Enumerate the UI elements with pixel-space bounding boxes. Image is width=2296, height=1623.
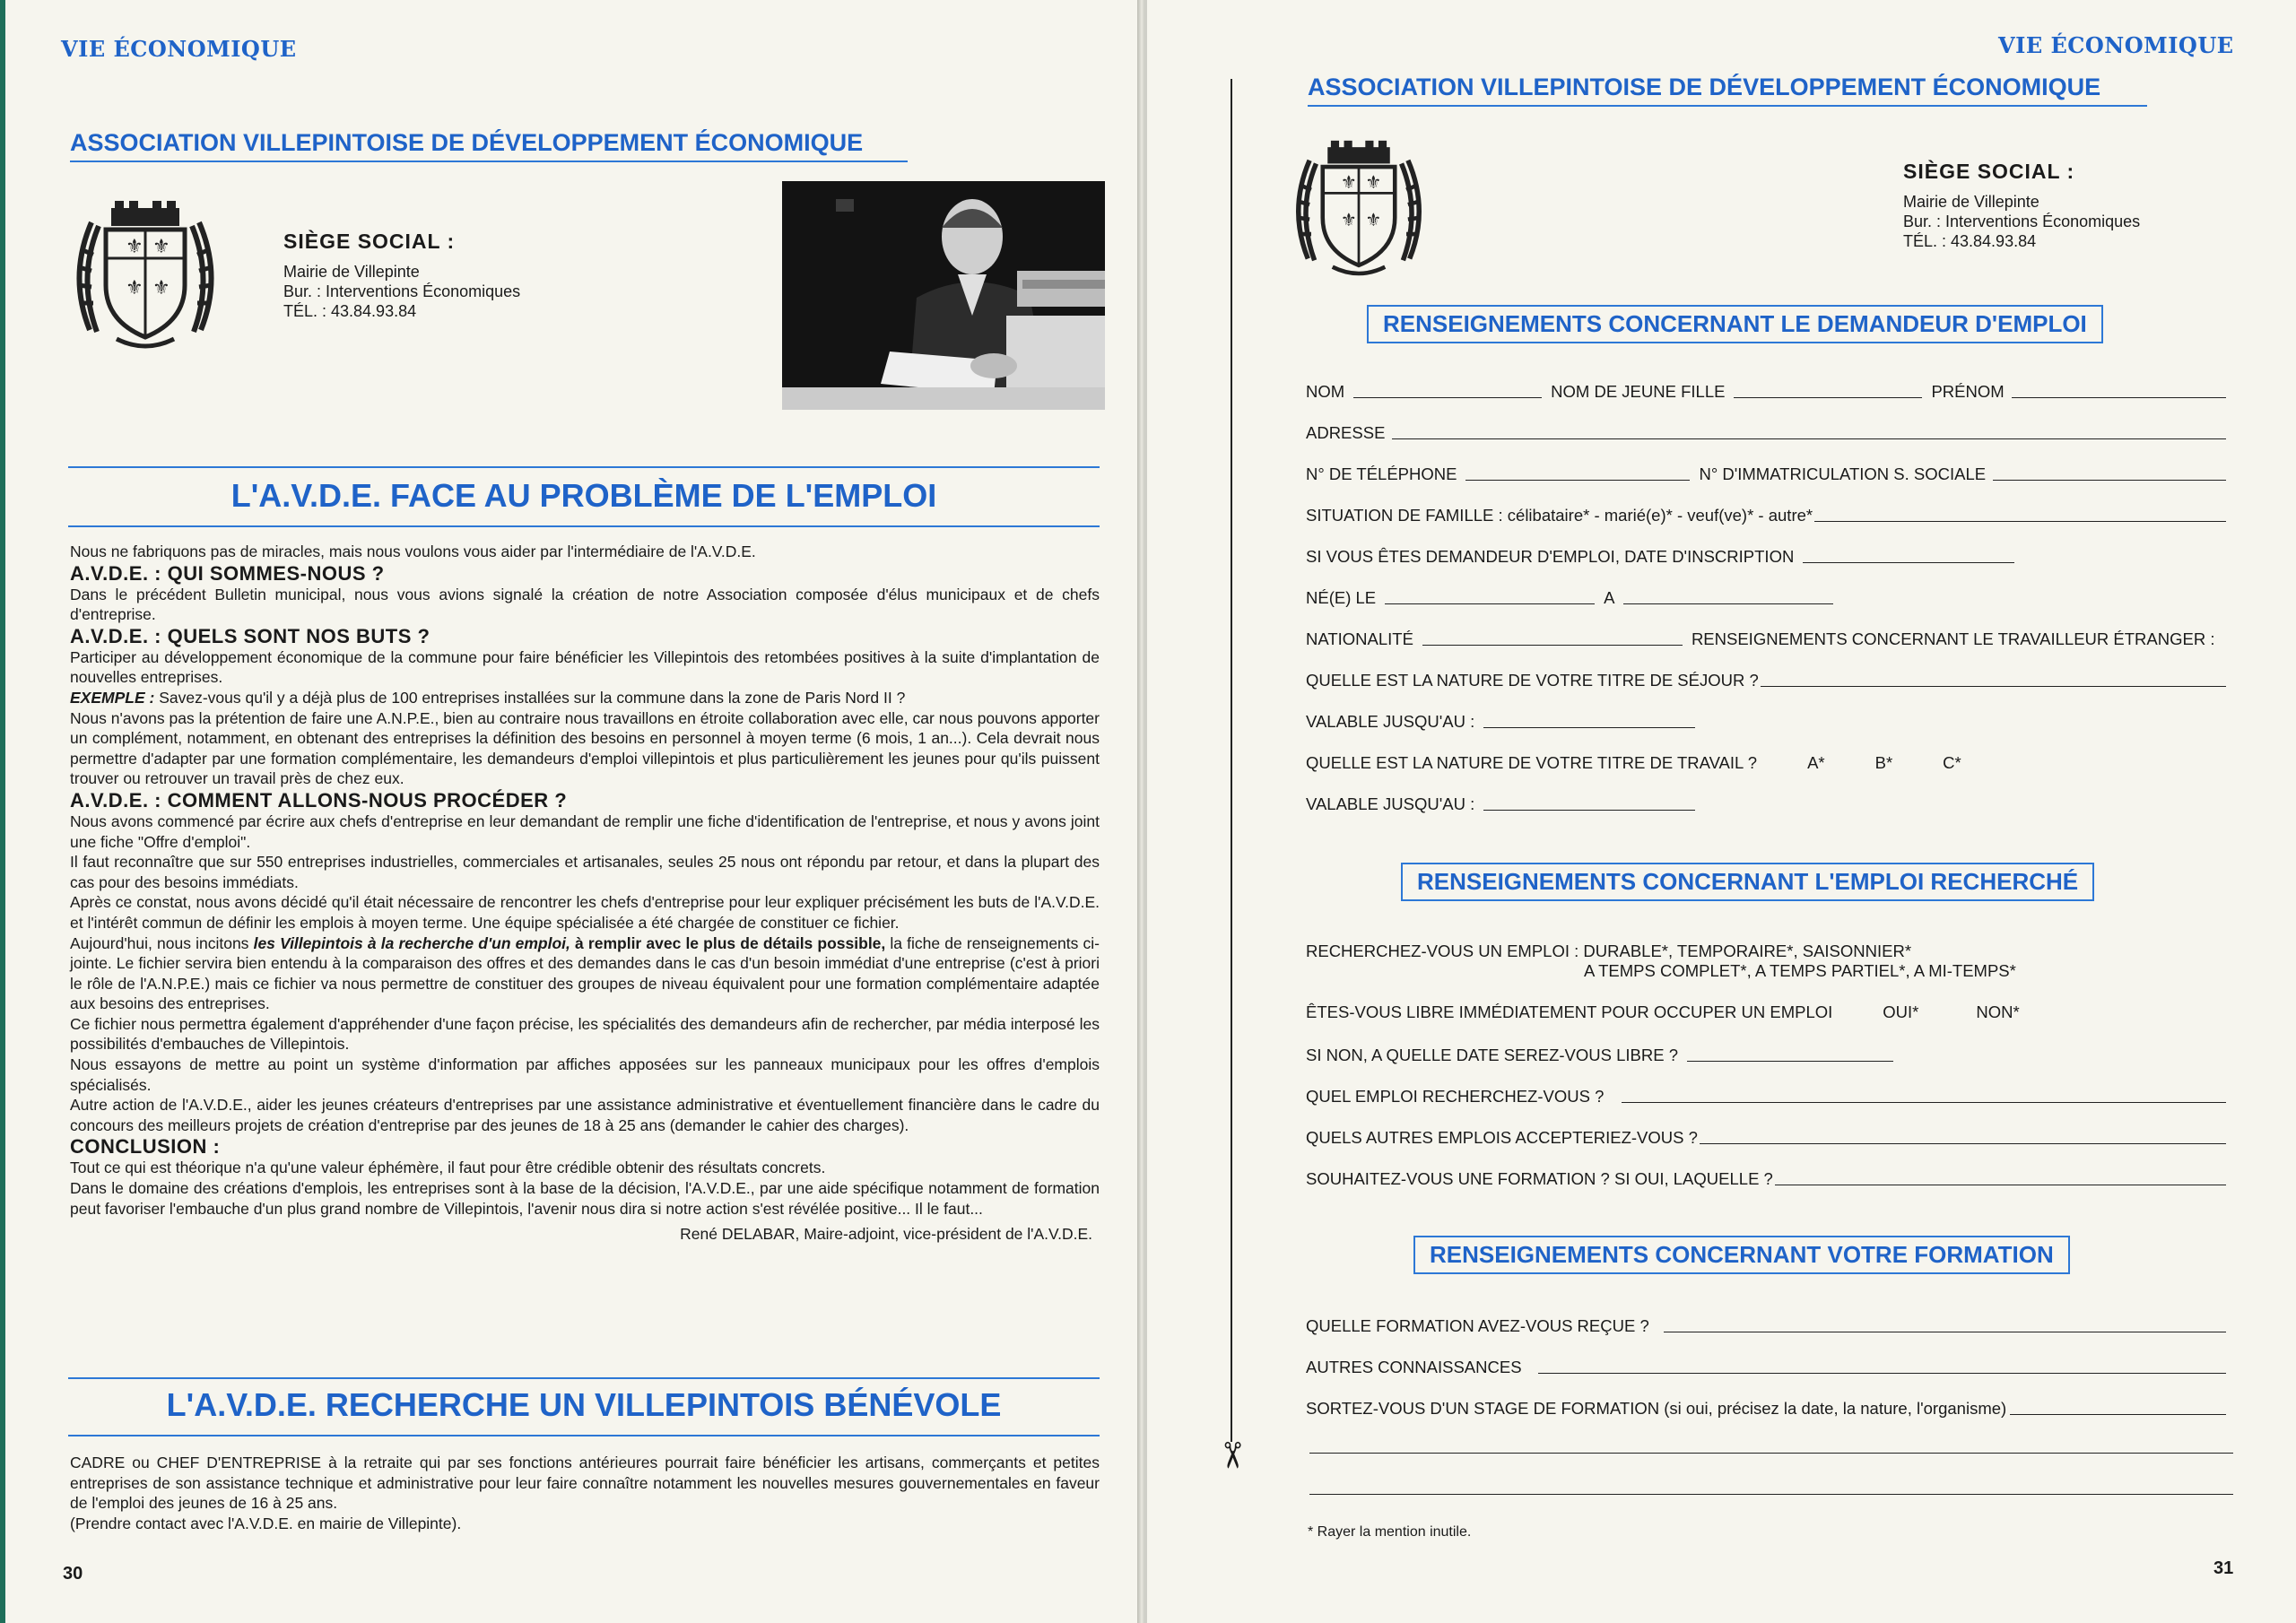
article-body — [70, 542, 1100, 1245]
paragraph: Nous avons commencé par écrire aux chefs d'entreprise en leur demandant de remplir une fiche d'identification de l'entreprise, et nous y avons joint une fiche "Offre d'emploi". — [70, 812, 1100, 851]
org-title: ASSOCIATION VILLEPINTOISE DE DÉVELOPPEMENT ÉCONOMIQUE — [1308, 74, 2147, 107]
benevole-contact: (Prendre contact avec l'A.V.D.E. en mairie de Villepinte). — [70, 1514, 462, 1532]
siege-heading: SIÈGE SOCIAL : — [283, 230, 456, 253]
label-travailleur-etranger: RENSEIGNEMENTS CONCERNANT LE TRAVAILLEUR ÉTRANGER : — [1691, 629, 2215, 648]
label-a: A — [1604, 588, 1615, 607]
paragraph: Nous essayons de mettre au point un système d'information par affiches apposées sur les panneaux municipaux pour les offres d'emplois spécialisés. — [70, 1055, 1100, 1094]
label-valable: VALABLE JUSQU'AU : — [1306, 794, 1475, 813]
paragraph: Participer au développement économique de la commune pour faire bénéficier les Villepintois des retombées positives à la suite d'implantation de nouvelles entreprises. — [70, 647, 1100, 687]
label-stage: SORTEZ-VOUS D'UN STAGE DE FORMATION (si oui, précisez la date, la nature, l'organisme) — [1306, 1399, 2007, 1418]
row-adresse — [1306, 423, 2233, 443]
input-valable-travail[interactable] — [1483, 810, 1695, 811]
row-nom — [1306, 382, 2233, 402]
row-valable-1 — [1306, 712, 2233, 732]
row-titre-sejour — [1306, 671, 2233, 690]
row-situation — [1306, 506, 2233, 525]
row-autres-connaissances — [1306, 1358, 2233, 1377]
benevole-text: CADRE ou CHEF D'ENTREPRISE à la retraite qui par ses fonctions antérieures pourrait faire bénéficier les artisans, commerçants et petites entreprises de son assistance technique et administrative pour leur faire connaître notamment les nouvelles mesures gouvernementales en faveur de l'emploi des jeunes de 16 à 25 ans. — [70, 1454, 1100, 1513]
input-lieu-naissance[interactable] — [1623, 603, 1833, 604]
label-nom-jeune-fille: NOM DE JEUNE FILLE — [1551, 382, 1726, 401]
exemple-label: EXEMPLE : — [70, 688, 155, 707]
label-souhaitez: SOUHAITEZ-VOUS UNE FORMATION ? SI OUI, LAQUELLE ? — [1306, 1169, 1773, 1188]
paragraph-incitation — [70, 933, 1100, 1014]
page-number: 30 — [63, 1564, 83, 1584]
text-run: la fiche de renseignements ci-jointe. Le fichier servira bien entendu à la comparaison des offres et des demandes dans le cas d'un besoin immédiat d'une entreprise (c'est à priori le rôle de l'A.N.P.E.) mais ce fichier va nous permettre de constituer des groupes de niveau équivalent pour une formation complémentaire adaptée aux besoins des entreprises. — [70, 933, 1100, 1013]
svg-text:⚜: ⚜ — [126, 277, 144, 299]
label-ne-le: NÉ(E) LE — [1306, 588, 1377, 607]
label-prenom: PRÉNOM — [1931, 382, 2005, 401]
paragraph: Nous n'avons pas la prétention de faire une A.N.P.E., bien au contraire nous travaillons en étroite collaboration avec elle, car nous pouvons apporter un complément, notamment, en obtenant des entreprises la définition des besoins en personnel à moyen terme (6 mois, 1 an...). Cela devrait nous permettre d'adapter par une formation complémentaire, les demandeurs d'emploi villepintois et plus particulièrement les jeunes pour qu'ils puissent trouver ou retrouver un travail près de chez eux. — [70, 708, 1100, 788]
svg-text:⚜: ⚜ — [152, 236, 170, 258]
label-immatriculation: N° D'IMMATRICULATION S. SOCIALE — [1699, 464, 1987, 483]
input-titre-sejour[interactable] — [1761, 686, 2226, 687]
row-autres-emplois — [1306, 1128, 2233, 1148]
siege-line3: TÉL. : 43.84.93.84 — [283, 302, 417, 320]
input-nom[interactable] — [1353, 397, 1542, 398]
exemple-paragraph — [70, 688, 1100, 708]
input-autres-emplois[interactable] — [1700, 1143, 2226, 1144]
input-valable-sejour[interactable] — [1483, 727, 1695, 728]
label-quel-emploi: QUEL EMPLOI RECHERCHEZ-VOUS ? — [1306, 1087, 1605, 1106]
label-temps[interactable]: A TEMPS COMPLET*, A TEMPS PARTIEL*, A MI-TEMPS* — [1584, 961, 2016, 980]
label-nom: NOM — [1306, 382, 1345, 401]
label-valable: VALABLE JUSQU'AU : — [1306, 712, 1475, 731]
label-telephone: N° DE TÉLÉPHONE — [1306, 464, 1457, 483]
signature: René DELABAR, Maire-adjoint, vice-président de l'A.V.D.E. — [680, 1225, 1092, 1244]
siege-line1: Mairie de Villepinte — [1903, 193, 2039, 211]
bold-run: à remplir avec le plus de détails possible, — [570, 933, 886, 952]
row-quel-emploi — [1306, 1087, 2233, 1107]
label-recherchez[interactable]: RECHERCHEZ-VOUS UN EMPLOI : DURABLE*, TEMPORAIRE*, SAISONNIER* — [1306, 942, 1912, 960]
box-emploi-recherche: RENSEIGNEMENTS CONCERNANT L'EMPLOI RECHERCHÉ — [1401, 863, 2094, 901]
paragraph: Ce fichier nous permettra également d'appréhender d'une façon précise, les spécialités des demandeurs afin de rechercher, par média interposé les possibilités d'embauches de Villepintois. — [70, 1014, 1100, 1054]
label-autres-emplois: QUELS AUTRES EMPLOIS ACCEPTERIEZ-VOUS ? — [1306, 1128, 1698, 1147]
siege-social — [283, 231, 520, 321]
org-title: ASSOCIATION VILLEPINTOISE DE DÉVELOPPEMENT ÉCONOMIQUE — [70, 129, 908, 162]
row-recherchez-temps — [1584, 961, 2212, 981]
siege-line2: Bur. : Interventions Économiques — [1903, 213, 2141, 230]
svg-text:⚜: ⚜ — [126, 236, 144, 258]
label-inscription: SI VOUS ÊTES DEMANDEUR D'EMPLOI, DATE D'INSCRIPTION — [1306, 547, 1795, 566]
row-naissance — [1306, 588, 2233, 608]
siege-social — [1903, 161, 2140, 251]
siege-line1: Mairie de Villepinte — [283, 263, 420, 281]
row-stage — [1306, 1399, 2233, 1419]
box-formation: RENSEIGNEMENTS CONCERNANT VOTRE FORMATION — [1413, 1236, 2070, 1274]
svg-text:⚜: ⚜ — [1340, 170, 1357, 193]
benevole-body — [70, 1453, 1100, 1533]
heading-benevole: L'A.V.D.E. RECHERCHE UN VILLEPINTOIS BÉNÉVOLE — [68, 1377, 1100, 1436]
option-oui[interactable]: OUI* — [1883, 1002, 1919, 1021]
siege-line2: Bur. : Interventions Économiques — [283, 282, 521, 300]
svg-text:⚜: ⚜ — [1340, 208, 1357, 230]
coat-of-arms-icon — [1292, 135, 1426, 278]
question-buts: A.V.D.E. : QUELS SONT NOS BUTS ? — [70, 624, 430, 647]
question-proceder: A.V.D.E. : COMMENT ALLONS-NOUS PROCÉDER ? — [70, 788, 568, 812]
row-recherchez — [1306, 942, 2233, 961]
paragraph: Dans le domaine des créations d'emplois, les entreprises sont à la base de la décision, l'A.V.D.E., par une aide spécifique notamment de formation peut favoriser l'embauche d'un plus grand nombre de Villepintois, l'avenir nous dira si notre action s'est révélée positive... Il le faut... — [70, 1179, 1100, 1218]
paragraph: Autre action de l'A.V.D.E., aider les jeunes créateurs d'entreprises par une assistance administrative et éventuellement financière dans le cadre du concours des meilleurs projets de création d'entreprise par des jeunes de 18 à 25 ans (demander le cahier des charges). — [70, 1096, 1100, 1134]
row-telephone — [1306, 464, 2233, 484]
conclusion-heading: CONCLUSION : — [70, 1135, 221, 1159]
text-run: Aujourd'hui, nous incitons — [70, 933, 254, 952]
footnote: * Rayer la mention inutile. — [1308, 1524, 1472, 1540]
svg-text:⚜: ⚜ — [1365, 170, 1382, 193]
photo-man-writing — [782, 181, 1105, 410]
input-telephone[interactable] — [1465, 480, 1690, 481]
input-stage-line-3[interactable] — [1309, 1494, 2233, 1495]
label-autres-connaissances: AUTRES CONNAISSANCES — [1306, 1358, 1522, 1376]
label-titre-travail: QUELLE EST LA NATURE DE VOTRE TITRE DE TRAVAIL ? — [1306, 753, 1758, 772]
label-adresse: ADRESSE — [1306, 423, 1386, 442]
siege-line3: TÉL. : 43.84.93.84 — [1903, 232, 2037, 250]
input-nom-jeune-fille[interactable] — [1734, 397, 1922, 398]
option-c[interactable]: C* — [1943, 753, 1961, 772]
cut-line — [1231, 79, 1232, 1442]
page-number: 31 — [2213, 1558, 2234, 1578]
row-formation-recue — [1306, 1316, 2233, 1336]
label-formation-recue: QUELLE FORMATION AVEZ-VOUS REÇUE ? — [1306, 1316, 1649, 1335]
input-situation[interactable] — [1814, 521, 2226, 522]
row-valable-2 — [1306, 794, 2233, 814]
input-prenom[interactable] — [2012, 397, 2226, 398]
input-date-libre[interactable] — [1687, 1061, 1893, 1062]
row-souhaitez — [1306, 1169, 2233, 1189]
left-page — [0, 0, 1139, 1623]
input-date-naissance[interactable] — [1385, 603, 1595, 604]
label-libre: ÊTES-VOUS LIBRE IMMÉDIATEMENT POUR OCCUPER UN EMPLOI — [1306, 1002, 1833, 1021]
svg-text:⚜: ⚜ — [152, 277, 170, 299]
option-a[interactable]: A* — [1807, 753, 1825, 772]
row-titre-travail — [1306, 753, 2233, 773]
row-nationalite — [1306, 629, 2233, 649]
input-nationalite[interactable] — [1422, 645, 1683, 646]
svg-text:⚜: ⚜ — [1365, 208, 1382, 230]
label-situation: SITUATION DE FAMILLE : célibataire* - marié(e)* - veuf(ve)* - autre* — [1306, 506, 1813, 525]
input-immatriculation[interactable] — [1993, 480, 2226, 481]
input-autres-connaissances[interactable] — [1538, 1373, 2226, 1374]
option-non[interactable]: NON* — [1976, 1002, 2020, 1021]
heading-probleme-emploi: L'A.V.D.E. FACE AU PROBLÈME DE L'EMPLOI — [68, 466, 1100, 527]
paragraph: Tout ce qui est théorique n'a qu'une valeur éphémère, il faut pour être crédible obtenir des résultats concrets. — [70, 1159, 826, 1177]
coat-of-arms-icon — [72, 195, 219, 350]
input-quel-emploi[interactable] — [1622, 1102, 2226, 1103]
label-nationalite: NATIONALITÉ — [1306, 629, 1413, 648]
paragraph: Après ce constat, nous avons décidé qu'il était nécessaire de rencontrer les chefs d'entreprise pour leur expliquer précisément les buts de l'A.V.D.E. et l'intérêt commun de définir les emplois à moyen terme. Une équipe spécialisée a été chargée de constituer ce fichier. — [70, 893, 1100, 932]
paragraph: Il faut reconnaître que sur 550 entreprises industrielles, commerciales et artisanales, seules 25 nous ont répondu par retour, et dans la plupart des cas pour des besoins immédiats. — [70, 853, 1100, 891]
article-intro: Nous ne fabriquons pas de miracles, mais nous voulons vous aider par l'intermédiaire de l'A.V.D.E. — [70, 542, 756, 560]
row-date-libre — [1306, 1046, 2233, 1065]
paragraph: Dans le précédent Bulletin municipal, nous vous avions signalé la création de notre Association composée d'élus municipaux et de chefs d'entreprise. — [70, 585, 1100, 624]
scissors-icon: ✂ — [1211, 1440, 1251, 1471]
row-libre — [1306, 1002, 2233, 1022]
question-qui: A.V.D.E. : QUI SOMMES-NOUS ? — [70, 561, 385, 585]
label-titre-sejour: QUELLE EST LA NATURE DE VOTRE TITRE DE SÉJOUR ? — [1306, 671, 1759, 690]
input-inscription[interactable] — [1803, 562, 2014, 563]
input-stage[interactable] — [2010, 1414, 2226, 1415]
box-demandeur: RENSEIGNEMENTS CONCERNANT LE DEMANDEUR D'EMPLOI — [1367, 305, 2103, 343]
exemple-text: Savez-vous qu'il y a déjà plus de 100 entreprises installées sur la commune dans la zone de Paris Nord II ? — [154, 688, 906, 707]
option-b[interactable]: B* — [1874, 753, 1893, 772]
label-date-libre: SI NON, A QUELLE DATE SEREZ-VOUS LIBRE ? — [1306, 1046, 1679, 1064]
input-adresse[interactable] — [1392, 438, 2226, 439]
row-inscription — [1306, 547, 2233, 567]
emphasis: les Villepintois à la recherche d'un emploi, — [253, 933, 570, 952]
input-stage-line-2[interactable] — [1309, 1453, 2233, 1454]
section-tag: VIE ÉCONOMIQUE — [61, 36, 297, 62]
section-tag: VIE ÉCONOMIQUE — [1998, 32, 2234, 58]
siege-heading: SIÈGE SOCIAL : — [1903, 160, 2075, 183]
